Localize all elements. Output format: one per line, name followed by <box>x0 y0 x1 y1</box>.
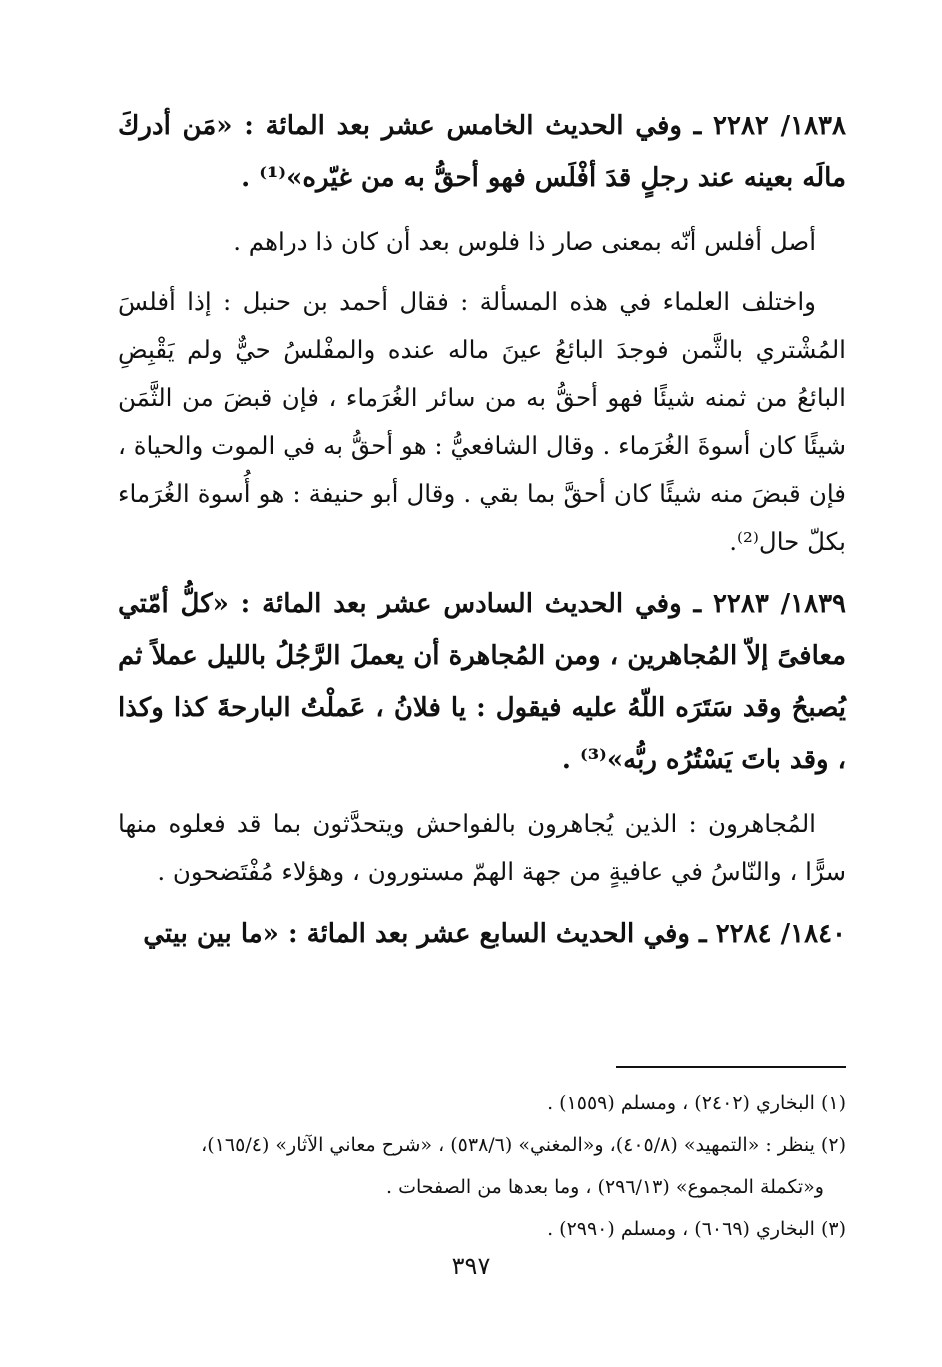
hadith-number: ١٨٤٠/ ٢٢٨٤ <box>715 919 846 949</box>
page-number: ٣٩٧ <box>451 1252 491 1280</box>
explanation-paragraph: واختلف العلماء في هذه المسألة : فقال أحمد بن حنبل : إذا أفلسَ المُشْتري بالثَّمن فوجدَ البائعُ عينَ ماله عنده والمفْلسُ حيٌّ ولم يَقْبِضِ البائعُ من ثمنه شيئًا فهو أحقُّ به من سائر الغُرَماء ، فإن قبضَ من الثَّمَن شيئًا كان أسوةَ الغُرَماء . وقال الشافعيُّ : هو أحقُّ به في الموت والحياة ، فإن قبضَ منه شيئًا كان أحقَّ بما بقي . وقال أبو حنيفة : هو أُسوة الغُرَماء بكلّ حال⁽²⁾. <box>118 287 846 556</box>
hadith-entry <box>118 908 846 960</box>
footnote: (٣) البخاري (٦٠٦٩) ، ومسلم (٢٩٩٠) . <box>547 1218 846 1240</box>
explanation-paragraph: المُجاهرون : الذين يُجاهرون بالفواحش ويتحدَّثون بما قد فعلوه منها سرًّا ، والنّاسُ في عافيةٍ من جهة الهمّ مستورون ، وهؤلاء مُفْتَضحون . <box>118 809 846 886</box>
hadith-text: ـ وفي الحديث الخامس عشر بعد المائة : «مَن أدركَ مالَه بعينه عند رجلٍ قدَ أفْلَس فهو أحقُّ به من غيّره»⁽¹⁾ . <box>118 111 846 193</box>
hadith-text: ـ وفي الحديث السابع عشر بعد المائة : «ما بين بيتي <box>143 919 707 949</box>
hadith-entry <box>118 578 846 786</box>
footnote: (١) البخاري (٢٤٠٢) ، ومسلم (١٥٥٩) . <box>547 1092 846 1114</box>
explanation-paragraph: أصل أفلس أنّه بمعنى صار ذا فلوس بعد أن كان ذا دراهم . <box>233 227 816 256</box>
hadith-number: ١٨٣٨/ ٢٢٨٢ <box>713 111 846 141</box>
footnote-continuation: و«تكملة المجموع» (٢٩٦/١٣) ، وما بعدها من الصفحات . <box>386 1176 824 1198</box>
hadith-text: ـ وفي الحديث السادس عشر بعد المائة : «كلُّ أمّتي معافىً إلاّ المُجاهرين ، ومن المُجاهرة أن يعملَ الرَّجُلُ بالليل عملاً ثم يُصبحُ وقد سَتَرَه اللّهُ عليه فيقول : يا فلانُ ، عَملْتُ البارحةَ كذا وكذا ، وقد باتَ يَسْتُرُه ربُّه»⁽³⁾ . <box>118 589 846 775</box>
hadith-entry <box>118 100 846 204</box>
footnote: (٢) ينظر : «التمهيد» (٤٠٥/٨)، و«المغني» (٥٣٨/٦) ، «شرح معاني الآثار» (١٦٥/٤)، <box>201 1134 846 1156</box>
hadith-number: ١٨٣٩/ ٢٢٨٣ <box>712 589 846 619</box>
footnotes <box>100 1082 846 1250</box>
footnote-separator <box>616 1066 846 1068</box>
